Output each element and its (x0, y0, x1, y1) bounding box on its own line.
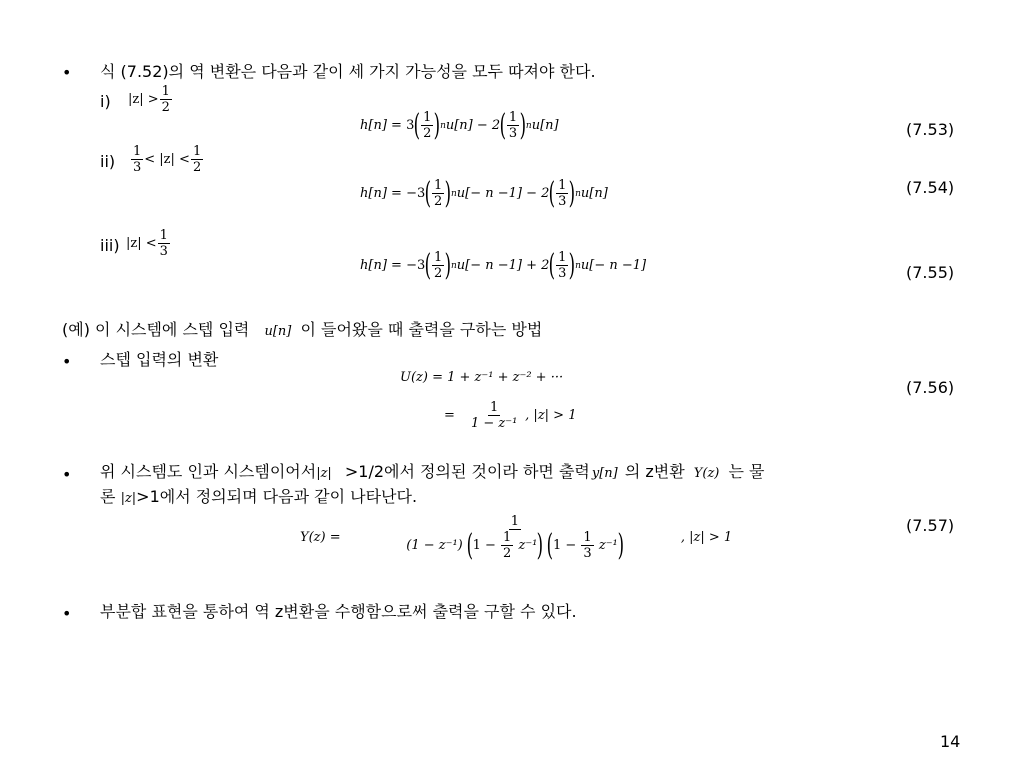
equation-number-7-53: (7.53) (906, 120, 955, 139)
equation-number-7-56: (7.56) (906, 378, 955, 397)
example-math: u[n] (264, 324, 292, 339)
equation-7-55: h[n] = −3 ( $\frac{1}{2}$ ) n u[− n −1] + 2 ( $\frac{1}{3}$ ) n u[− n −1] (360, 247, 647, 283)
page-number: 14 (940, 732, 961, 751)
output-yn: y[n] (591, 466, 618, 481)
equation-7-56-line1: U(z) = 1 + z⁻¹ + z⁻² + ··· (400, 370, 564, 385)
bullet4-text: 부분합 표현을 통하여 역 z변환을 수행함으로써 출력을 구할 수 있다. (100, 602, 577, 621)
equation-7-53: h[n] = 3 ( $\frac{1}{2}$ ) n u[n] − 2 ( $\frac{1}{3}$ ) n u[n] (360, 107, 559, 143)
equation-7-56-line2: = $\frac{1}{\text{1 − z⁻¹}}$ , |z| > 1 (444, 400, 577, 431)
output-Yz: Y(z) (693, 466, 720, 481)
equation-7-54: h[n] = −3 ( $\frac{1}{2}$ ) n u[− n −1] − 2 ( $\frac{1}{3}$ ) n u[n] (360, 175, 608, 211)
bullet3-line2: 론 |z|>1에서 정의되며 다음과 같이 나타난다. (100, 487, 418, 506)
case-iii-condition: |z| < $\frac{1}{3}$ (126, 228, 168, 259)
case-ii-label: ii) (100, 152, 116, 171)
example-prefix: (예) 이 시스템에 스텝 입력 (62, 320, 250, 339)
example-suffix: 이 들어왔을 때 출력을 구하는 방법 (300, 320, 543, 339)
case-iii-label: iii) (100, 236, 120, 255)
case-i-condition: |z| > $\frac{1}{2}$ (128, 84, 170, 115)
case-i-label: i) (100, 92, 111, 111)
bullet3-line1: 위 시스템도 인과 시스템이어서|z| >1/2에서 정의된 것이라 하면 출력 y[n] 의 z변환 Y(z) 는 물 (100, 462, 765, 481)
abs-z: |z| (120, 491, 137, 506)
equation-number-7-54: (7.54) (906, 178, 955, 197)
bullet-marker: • (62, 63, 72, 82)
equation-7-57: Y(z) = 1 (1 − z⁻¹) (1 − $\frac{1}{2}$ z⁻¹) (1 − $\frac{1}{3}$ z⁻¹) , |z| > 1 (300, 514, 733, 563)
step-bullet-text: 스텝 입력의 변환 (100, 350, 219, 369)
case-ii-condition: $\frac{1}{3}$ < |z| < $\frac{1}{2}$ (133, 144, 202, 175)
bullet-marker: • (62, 465, 72, 484)
equation-number-7-55: (7.55) (906, 263, 955, 282)
example-line (62, 320, 542, 340)
abs-z: |z| (316, 466, 332, 481)
equation-number-7-57: (7.57) (906, 516, 955, 535)
bullet-marker: • (62, 352, 72, 371)
intro-text: 식 (7.52)의 역 변환은 다음과 같이 세 가지 가능성을 모두 따져야 한다. (100, 62, 596, 81)
bullet-marker: • (62, 604, 72, 623)
